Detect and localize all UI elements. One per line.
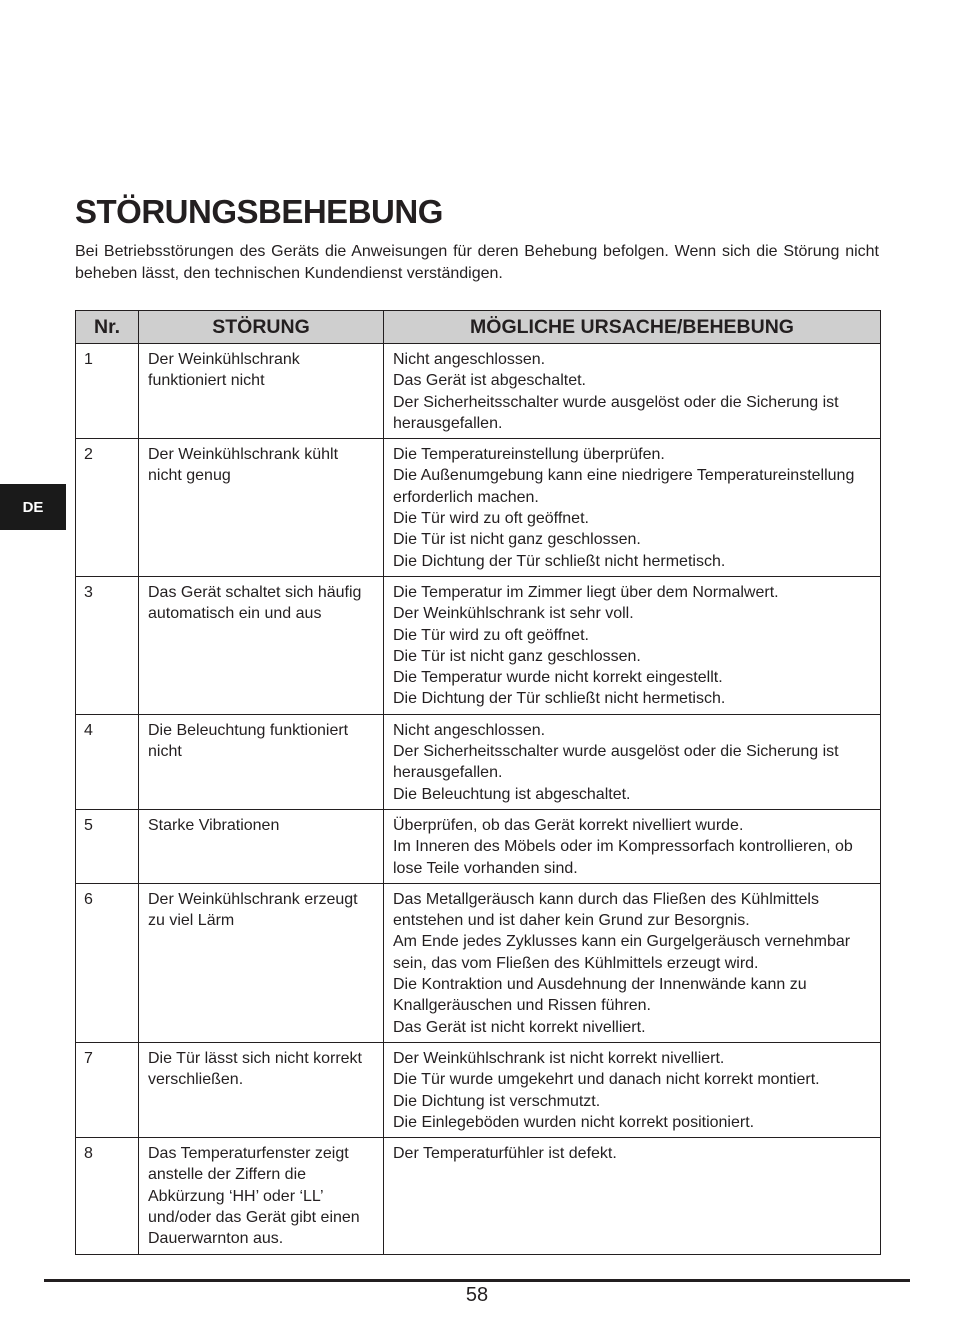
cause-line: Die Einlegeböden wurden nicht korrekt positioniert. [393, 1113, 755, 1131]
table-row [76, 809, 881, 883]
table-row [76, 883, 881, 1042]
row-problem: Starke Vibrationen [139, 809, 384, 883]
table-header-row [76, 311, 881, 344]
cause-line: Überprüfen, ob das Gerät korrekt nivelliert wurde. [393, 816, 744, 834]
cause-line: Die Dichtung ist verschmutzt. [393, 1092, 601, 1110]
row-causes [384, 1138, 881, 1254]
troubleshooting-table [75, 310, 881, 1255]
cause-line: Das Gerät ist abgeschaltet. [393, 372, 586, 390]
table-row [76, 439, 881, 577]
cause-line: Die Beleuchtung ist abgeschaltet. [393, 785, 631, 803]
cause-line: Nicht angeschlossen. [393, 721, 546, 739]
footer-rule [44, 1279, 910, 1282]
header-nr: Nr. [76, 311, 139, 344]
page-title: STÖRUNGSBEHEBUNG [75, 193, 443, 230]
cause-line: Nicht angeschlossen. [393, 351, 546, 368]
cause-line: Der Weinkühlschrank ist nicht korrekt nivelliert. [393, 1049, 725, 1067]
table-row [76, 1138, 881, 1254]
row-number: 7 [76, 1042, 139, 1137]
row-problem: Der Weinkühlschrank kühlt nicht genug [139, 439, 384, 577]
row-number: 5 [76, 809, 139, 883]
cause-line: Die Dichtung der Tür schließt nicht hermetisch. [393, 552, 726, 570]
cause-line: Die Tür ist nicht ganz geschlossen. [393, 531, 641, 549]
cause-line: Die Temperatur im Zimmer liegt über dem Normalwert. [393, 583, 779, 601]
intro-paragraph: Bei Betriebsstörungen des Geräts die Anweisungen für deren Behebung befolgen. Wenn sich die Störung nicht beheben lässt, den technischen Kundendienst verständigen. [75, 243, 879, 282]
cause-line: Die Temperatur wurde nicht korrekt eingestellt. [393, 669, 723, 687]
row-causes [384, 883, 881, 1042]
cause-line: Die Tür ist nicht ganz geschlossen. [393, 647, 641, 665]
row-problem: Die Tür lässt sich nicht korrekt verschließen. [139, 1042, 384, 1137]
cause-line: Das Metallgeräusch kann durch das Fließen des Kühlmittels entstehen und ist daher kein Grund zur Besorgnis. [393, 890, 819, 930]
page-number: 58 [465, 1284, 489, 1306]
cause-line: Die Tür wurde umgekehrt und danach nicht korrekt montiert. [393, 1071, 820, 1089]
cause-line: Der Temperaturfühler ist defekt. [393, 1145, 617, 1163]
row-number: 1 [76, 344, 139, 439]
cause-line: Die Außenumgebung kann eine niedrigere Temperatureinstellung erforderlich machen. [393, 467, 855, 506]
cause-line: Das Gerät ist nicht korrekt nivelliert. [393, 1018, 646, 1036]
table-row [76, 714, 881, 809]
cause-line: Der Sicherheitsschalter wurde ausgelöst oder die Sicherung ist herausgefallen. [393, 393, 839, 432]
cause-line: Die Tür wird zu oft geöffnet. [393, 626, 589, 644]
row-problem: Der Weinkühlschrank funktioniert nicht [139, 344, 384, 439]
table-row [76, 344, 881, 439]
cause-line: Die Temperatureinstellung überprüfen. [393, 446, 665, 464]
row-problem: Das Temperaturfenster zeigt anstelle der Ziffern die Abkürzung ‘HH’ oder ‘LL’ und/oder das Gerät gibt einen Dauerwarnton aus. [139, 1138, 384, 1254]
header-cause: MÖGLICHE URSACHE/BEHEBUNG [384, 311, 881, 344]
cause-line: Am Ende jedes Zyklusses kann ein Gurgelgeräusch vernehmbar sein, das vom Fließen des Kühlmittels erzeugt wird. [393, 933, 851, 972]
cause-line: Die Tür wird zu oft geöffnet. [393, 510, 589, 528]
row-causes [384, 1042, 881, 1137]
header-problem: STÖRUNG [139, 311, 384, 344]
row-causes [384, 714, 881, 809]
row-causes [384, 344, 881, 439]
row-number: 2 [76, 439, 139, 577]
row-problem: Das Gerät schaltet sich häufig automatisch ein und aus [139, 576, 384, 714]
cause-line: Der Weinkühlschrank ist sehr voll. [393, 605, 634, 623]
cause-line: Die Dichtung der Tür schließt nicht hermetisch. [393, 690, 726, 708]
row-number: 4 [76, 714, 139, 809]
row-problem: Die Beleuchtung funktioniert nicht [139, 714, 384, 809]
row-problem: Der Weinkühlschrank erzeugt zu viel Lärm [139, 883, 384, 1042]
row-number: 8 [76, 1138, 139, 1254]
row-number: 3 [76, 576, 139, 714]
row-causes [384, 809, 881, 883]
row-number: 6 [76, 883, 139, 1042]
cause-line: Der Sicherheitsschalter wurde ausgelöst oder die Sicherung ist herausgefallen. [393, 743, 839, 782]
cause-line: Im Inneren des Möbels oder im Kompressorfach kontrollieren, ob lose Teile vorhanden sind. [393, 838, 853, 877]
cause-line: Die Kontraktion und Ausdehnung der Innenwände kann zu Knallgeräuschen und Rissen führen. [393, 976, 807, 1015]
table-row [76, 576, 881, 714]
row-causes [384, 576, 881, 714]
language-tab: DE [0, 484, 66, 530]
row-causes [384, 439, 881, 577]
table-row [76, 1042, 881, 1137]
